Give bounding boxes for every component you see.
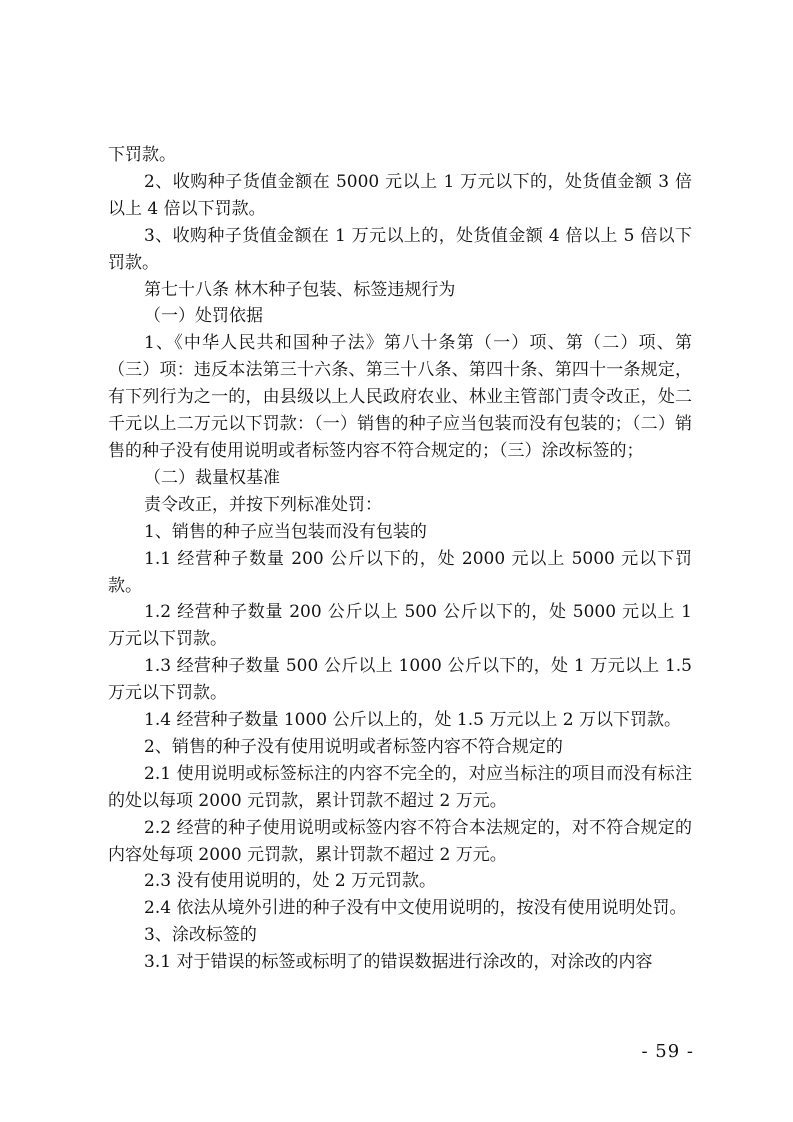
paragraph-standard-intro: 责令改正，并按下列标准处罚：	[144, 494, 382, 515]
page-number: - 59 -	[641, 1041, 694, 1062]
clause-3-1: 3.1 对于错误的标签或标明了的错误数据进行涂改的，对涂改的内容	[144, 952, 653, 973]
clause-1-4: 1.4 经营种子数量 1000 公斤以上的，处 1.5 万元以上 2 万以下罚款。	[144, 710, 681, 731]
clause-2-2: 2.2 经营的种子使用说明或标签内容不符合本法规定的，对不符合规定的内容处每项 2000 元罚款，累计罚款不超过 2 万元。	[108, 817, 692, 865]
article-heading: 第七十八条 林木种子包装、标签违规行为	[144, 279, 456, 300]
subsection-heading-3: 3、涂改标签的	[144, 925, 257, 946]
paragraph-item-3: 3、收购种子货值金额在 1 万元以上的，处货值金额 4 倍以上 5 倍以下罚款。	[108, 225, 692, 273]
paragraph-continuation: 下罚款。	[108, 145, 176, 165]
clause-1-2: 1.2 经营种子数量 200 公斤以上 500 公斤以下的，处 5000 元以上 1 万元以下罚款。	[108, 602, 692, 650]
clause-1-3: 1.3 经营种子数量 500 公斤以上 1000 公斤以下的，处 1 万元以上 1.5 万元以下罚款。	[108, 656, 693, 704]
subsection-heading-2: 2、销售的种子没有使用说明或者标签内容不符合规定的	[144, 736, 563, 757]
clause-2-3: 2.3 没有使用说明的，处 2 万元罚款。	[144, 871, 437, 892]
document-body	[108, 142, 692, 976]
clause-2-4: 2.4 依法从境外引进的种子没有中文使用说明的，按没有使用说明处罚。	[144, 898, 687, 919]
clause-1-1: 1.1 经营种子数量 200 公斤以下的，处 2000 元以上 5000 元以下罚款。	[108, 548, 692, 596]
section-heading-basis: （一）处罚依据	[144, 306, 263, 327]
paragraph-item-2: 2、收购种子货值金额在 5000 元以上 1 万元以下的，处货值金额 3 倍以上 4 倍以下罚款。	[108, 171, 692, 219]
paragraph-law-citation: 1、《中华人民共和国种子法》第八十条第（一）项、第（二）项、第（三）项：违反本法第三十六条、第三十八条、第四十条、第四十一条规定，有下列行为之一的，由县级以上人民政府农业、林业主管部门责令改正，处二千元以上二万元以下罚款：（一）销售的种子应当包装而没有包装的；（二）销售的种子没有使用说明或者标签内容不符合规定的；（三）涂改标签的；	[108, 333, 692, 461]
subsection-heading-1: 1、销售的种子应当包装而没有包装的	[144, 521, 427, 542]
clause-2-1: 2.1 使用说明或标签标注的内容不完全的，对应当标注的项目而没有标注的处以每项 2000 元罚款，累计罚款不超过 2 万元。	[108, 763, 692, 811]
section-heading-standard: （二）裁量权基准	[144, 467, 280, 488]
